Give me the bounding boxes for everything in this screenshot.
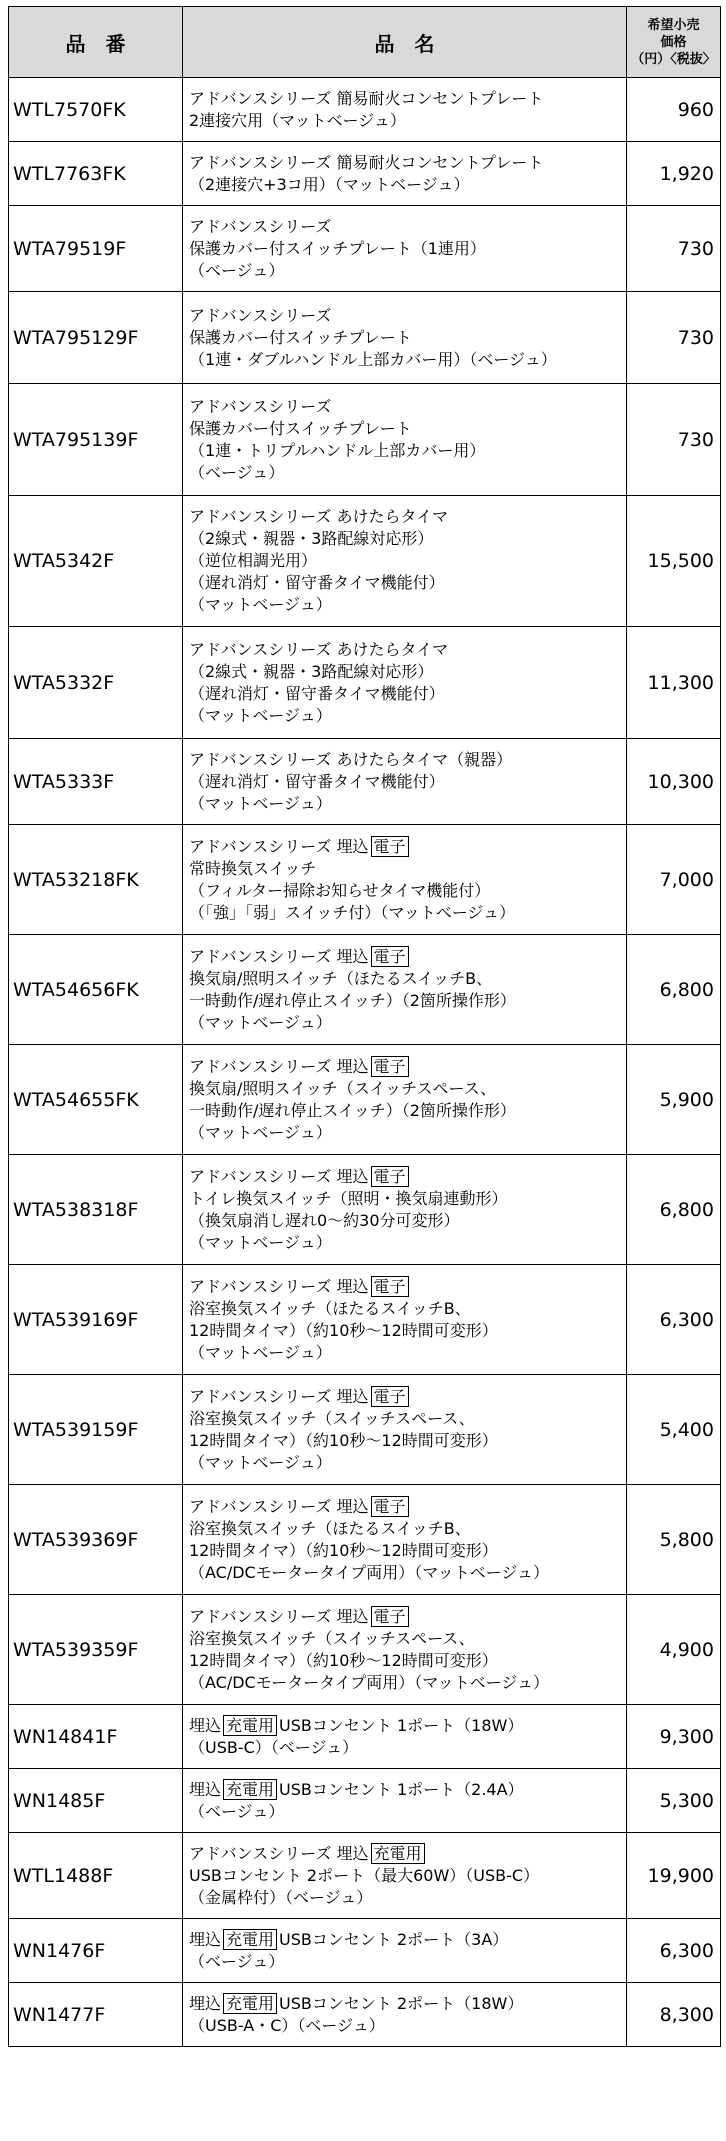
product-name-line (189, 946, 620, 968)
name-text: （遅れ消灯・留守番タイマ機能付） (189, 683, 445, 703)
product-name-line (189, 572, 620, 594)
name-text: 埋込 (189, 1779, 222, 1799)
product-price: 6,300 (627, 1919, 721, 1983)
name-text: トイレ換気スイッチ（照明・換気扇連動形） (189, 1188, 508, 1208)
table-row (9, 496, 721, 627)
product-price: 1,920 (627, 142, 721, 206)
product-price: 7,000 (627, 825, 721, 935)
name-text: （1連・トリプルハンドル上部カバー用） (189, 440, 486, 460)
product-name-line (189, 661, 620, 683)
product-name (183, 739, 627, 825)
product-price: 730 (627, 384, 721, 496)
product-name (183, 1595, 627, 1705)
name-text: 浴室換気スイッチ（スイッチスペース、 (189, 1408, 475, 1428)
name-text: アドバンスシリーズ 埋込 (189, 1843, 369, 1863)
product-code: WTA5333F (9, 739, 183, 825)
product-name-line (189, 440, 620, 462)
table-row (9, 1705, 721, 1769)
table-row (9, 739, 721, 825)
name-text: （ベージュ） (189, 462, 285, 482)
table-row (9, 206, 721, 292)
product-name-line (189, 968, 620, 990)
name-text: （マットベージュ） (189, 705, 332, 725)
product-price: 730 (627, 206, 721, 292)
table-row (9, 1595, 721, 1705)
category-badge: 充電用 (223, 1993, 277, 2014)
product-price: 5,400 (627, 1375, 721, 1485)
name-text: （2線式・親器・3路配線対応形） (189, 661, 434, 681)
name-text: （2連接穴+3コ用）（マットベージュ） (189, 174, 470, 194)
product-name-line (189, 1452, 620, 1474)
product-name-line (189, 1715, 620, 1737)
table-row (9, 292, 721, 384)
name-text: 埋込 (189, 1993, 222, 2013)
name-text: 埋込 (189, 1715, 222, 1735)
name-text: アドバンスシリーズ (189, 216, 332, 236)
product-name-line (189, 1276, 620, 1298)
product-name (183, 206, 627, 292)
name-text: アドバンスシリーズ 埋込 (189, 1276, 369, 1296)
product-name-line (189, 1210, 620, 1232)
header-name: 品 名 (183, 7, 627, 78)
product-name-line (189, 990, 620, 1012)
product-name-line (189, 639, 620, 661)
name-text: 保護カバー付スイッチプレート（1連用） (189, 238, 486, 258)
product-name-line (189, 1993, 620, 2015)
product-name (183, 1919, 627, 1983)
product-code: WTA53218FK (9, 825, 183, 935)
product-code: WTL7763FK (9, 142, 183, 206)
category-badge: 電子 (371, 1606, 409, 1627)
name-text: 埋込 (189, 1929, 222, 1949)
product-price: 5,300 (627, 1769, 721, 1833)
product-price: 5,800 (627, 1485, 721, 1595)
name-text: （2線式・親器・3路配線対応形） (189, 529, 434, 548)
category-badge: 電子 (371, 946, 409, 967)
product-name (183, 825, 627, 935)
product-name (183, 1485, 627, 1595)
product-price: 8,300 (627, 1983, 721, 2047)
name-text: 常時換気スイッチ (189, 858, 317, 878)
product-name-line (189, 305, 620, 327)
product-name-line (189, 462, 620, 484)
product-name-line (189, 1951, 620, 1973)
name-text: （逆位相調光用） (189, 551, 318, 570)
table-row (9, 1485, 721, 1595)
name-text: （USB-C）（ベージュ） (189, 1737, 359, 1757)
name-text: （フィルター掃除お知らせタイマ機能付） (189, 880, 491, 900)
product-name-line (189, 594, 620, 616)
name-text: 浴室換気スイッチ（ほたるスイッチB、 (189, 1518, 471, 1538)
table-row (9, 1833, 721, 1919)
product-name-line (189, 836, 620, 858)
product-name-line (189, 260, 620, 282)
product-price: 6,800 (627, 935, 721, 1045)
product-code: WTA795129F (9, 292, 183, 384)
product-name-line (189, 880, 620, 902)
product-name (183, 1769, 627, 1833)
product-code: WTA54656FK (9, 935, 183, 1045)
product-name-line (189, 1562, 620, 1584)
name-text: （マットベージュ） (189, 1452, 332, 1472)
product-name-line (189, 418, 620, 440)
product-name-line (189, 506, 620, 528)
product-name (183, 78, 627, 142)
product-price: 960 (627, 78, 721, 142)
table-row (9, 935, 721, 1045)
product-price: 730 (627, 292, 721, 384)
header-code: 品 番 (9, 7, 183, 78)
name-text-after-badge: USBコンセント 2ポート（18W） (279, 1993, 524, 2013)
name-text: アドバンスシリーズ あけたらタイマ（親器） (189, 749, 513, 769)
name-text: 保護カバー付スイッチプレート (189, 418, 412, 438)
product-name-line (189, 1386, 620, 1408)
product-price: 5,900 (627, 1045, 721, 1155)
product-name-line (189, 1737, 620, 1759)
category-badge: 充電用 (223, 1715, 277, 1736)
product-price-table (8, 6, 721, 2047)
product-name-line (189, 1929, 620, 1951)
product-name (183, 935, 627, 1045)
table-row (9, 1983, 721, 2047)
product-name-line (189, 1540, 620, 1562)
product-code: WN1485F (9, 1769, 183, 1833)
name-text: 一時動作/遅れ停止スイッチ）（2箇所操作形） (189, 1100, 516, 1120)
product-name (183, 142, 627, 206)
product-name (183, 384, 627, 496)
product-name-line (189, 683, 620, 705)
product-name-line (189, 327, 620, 349)
product-name (183, 1265, 627, 1375)
name-text: 12時間タイマ）（約10秒～12時間可変形） (189, 1320, 498, 1340)
product-name-line (189, 1672, 620, 1694)
category-badge: 電子 (371, 1386, 409, 1407)
product-name-line (189, 110, 620, 132)
table-row (9, 825, 721, 935)
product-name-line (189, 793, 620, 815)
product-code: WTA539369F (9, 1485, 183, 1595)
table-row (9, 627, 721, 739)
category-badge: 電子 (371, 1166, 409, 1187)
product-name-line (189, 1232, 620, 1254)
name-text: （「強」「弱」スイッチ付）（マットベージュ） (189, 902, 516, 922)
product-name (183, 1833, 627, 1919)
table-header (9, 7, 721, 78)
name-text: アドバンスシリーズ あけたらタイマ (189, 507, 449, 526)
table-row (9, 142, 721, 206)
product-name-line (189, 1801, 620, 1823)
name-text: アドバンスシリーズ 埋込 (189, 1496, 369, 1516)
product-name (183, 1983, 627, 2047)
product-price: 11,300 (627, 627, 721, 739)
name-text: 一時動作/遅れ停止スイッチ）（2箇所操作形） (189, 990, 516, 1010)
product-name-line (189, 1408, 620, 1430)
name-text-after-badge: USBコンセント 1ポート（18W） (279, 1715, 524, 1735)
category-badge: 充電用 (223, 1779, 277, 1800)
name-text: 保護カバー付スイッチプレート (189, 327, 412, 347)
table-body (9, 78, 721, 2047)
product-name-line (189, 216, 620, 238)
product-code: WTA5332F (9, 627, 183, 739)
product-name-line (189, 1430, 620, 1452)
product-price: 10,300 (627, 739, 721, 825)
product-name-line (189, 1606, 620, 1628)
product-code: WTA539169F (9, 1265, 183, 1375)
name-text: アドバンスシリーズ 埋込 (189, 1166, 369, 1186)
name-text: アドバンスシリーズ 埋込 (189, 1056, 369, 1076)
name-text: 換気扇/照明スイッチ（ほたるスイッチB、 (189, 968, 493, 988)
product-price: 6,800 (627, 1155, 721, 1265)
product-name-line (189, 1650, 620, 1672)
name-text: （遅れ消灯・留守番タイマ機能付） (189, 573, 445, 592)
product-name-line (189, 1342, 620, 1364)
name-text-after-badge: USBコンセント 1ポート（2.4A） (279, 1779, 524, 1799)
product-name-line (189, 1122, 620, 1144)
name-text: 換気扇/照明スイッチ（スイッチスペース、 (189, 1078, 497, 1098)
category-badge: 電子 (371, 1276, 409, 1297)
product-name (183, 1705, 627, 1769)
name-text: アドバンスシリーズ 埋込 (189, 1606, 369, 1626)
product-name (183, 496, 627, 627)
category-badge: 充電用 (371, 1843, 425, 1864)
table-row (9, 1375, 721, 1485)
product-price: 19,900 (627, 1833, 721, 1919)
product-name-line (189, 1518, 620, 1540)
name-text: （遅れ消灯・留守番タイマ機能付） (189, 771, 445, 791)
product-name-line (189, 174, 620, 196)
name-text: （マットベージュ） (189, 1342, 332, 1362)
name-text: アドバンスシリーズ 埋込 (189, 1386, 369, 1406)
product-name-line (189, 550, 620, 572)
product-name-line (189, 705, 620, 727)
table-row (9, 1919, 721, 1983)
header-price-line: （円）〈税抜〉 (631, 51, 716, 67)
product-name (183, 1045, 627, 1155)
header-row (9, 7, 721, 78)
product-name-line (189, 1188, 620, 1210)
product-code: WTA79519F (9, 206, 183, 292)
name-text: （USB-A・C）（ベージュ） (189, 2015, 385, 2035)
name-text: USBコンセント 2ポート（最大60W）（USB-C） (189, 1865, 540, 1885)
product-code: WTA54655FK (9, 1045, 183, 1155)
header-price-line: 希望小売 (647, 17, 700, 33)
product-name-line (189, 902, 620, 924)
product-code: WTL1488F (9, 1833, 183, 1919)
product-code: WTA539159F (9, 1375, 183, 1485)
category-badge: 充電用 (223, 1929, 277, 1950)
name-text: （マットベージュ） (189, 1012, 332, 1032)
product-code: WTA5342F (9, 496, 183, 627)
table-row (9, 1769, 721, 1833)
product-price: 15,500 (627, 496, 721, 627)
product-name (183, 627, 627, 739)
category-badge: 電子 (371, 836, 409, 857)
product-name (183, 1375, 627, 1485)
name-text: アドバンスシリーズ 埋込 (189, 836, 369, 856)
header-price-line: 価格 (660, 34, 687, 50)
name-text: （ベージュ） (189, 1951, 285, 1971)
product-name-line (189, 1100, 620, 1122)
name-text: （AC/DCモータータイプ両用）（マットベージュ） (189, 1672, 549, 1692)
header-price (627, 7, 721, 78)
product-name-line (189, 1056, 620, 1078)
name-text: アドバンスシリーズ 埋込 (189, 946, 369, 966)
product-name-line (189, 1887, 620, 1909)
name-text: アドバンスシリーズ (189, 305, 332, 325)
name-text: 浴室換気スイッチ（ほたるスイッチB、 (189, 1298, 471, 1318)
name-text: アドバンスシリーズ あけたらタイマ (189, 639, 449, 659)
table-row (9, 384, 721, 496)
name-text: アドバンスシリーズ 簡易耐火コンセントプレート (189, 88, 544, 108)
table-row (9, 1045, 721, 1155)
name-text: （マットベージュ） (189, 793, 332, 813)
name-text: アドバンスシリーズ 簡易耐火コンセントプレート (189, 152, 544, 172)
category-badge: 電子 (371, 1056, 409, 1077)
product-name-line (189, 1628, 620, 1650)
name-text: （マットベージュ） (189, 1232, 332, 1252)
product-name-line (189, 1320, 620, 1342)
product-name-line (189, 771, 620, 793)
product-name-line (189, 749, 620, 771)
product-code: WN1476F (9, 1919, 183, 1983)
table-row (9, 1155, 721, 1265)
product-name-line (189, 1779, 620, 1801)
table-row (9, 1265, 721, 1375)
product-code: WN14841F (9, 1705, 183, 1769)
name-text: アドバンスシリーズ (189, 396, 332, 416)
product-code: WTA538318F (9, 1155, 183, 1265)
name-text: 12時間タイマ）（約10秒～12時間可変形） (189, 1650, 498, 1670)
name-text: 12時間タイマ）（約10秒～12時間可変形） (189, 1430, 498, 1450)
product-code: WTA795139F (9, 384, 183, 496)
product-code: WTL7570FK (9, 78, 183, 142)
name-text: （金属枠付）（ベージュ） (189, 1887, 373, 1907)
product-name-line (189, 2015, 620, 2037)
product-price: 6,300 (627, 1265, 721, 1375)
name-text-after-badge: USBコンセント 2ポート（3A） (279, 1929, 509, 1949)
product-name-line (189, 152, 620, 174)
name-text: 2連接穴用（マットベージュ） (189, 110, 406, 130)
name-text: （ベージュ） (189, 260, 285, 280)
product-name-line (189, 1298, 620, 1320)
category-badge: 電子 (371, 1496, 409, 1517)
name-text: （換気扇消し遅れ0～約30分可変形） (189, 1210, 460, 1230)
product-name-line (189, 396, 620, 418)
name-text: （マットベージュ） (189, 1122, 332, 1142)
product-name-line (189, 1078, 620, 1100)
name-text: 浴室換気スイッチ（スイッチスペース、 (189, 1628, 475, 1648)
product-name-line (189, 1012, 620, 1034)
product-name-line (189, 1496, 620, 1518)
product-name-line (189, 528, 620, 550)
product-name-line (189, 88, 620, 110)
name-text: 12時間タイマ）（約10秒～12時間可変形） (189, 1540, 498, 1560)
product-name (183, 1155, 627, 1265)
product-name (183, 292, 627, 384)
product-name-line (189, 1166, 620, 1188)
product-price: 4,900 (627, 1595, 721, 1705)
name-text: （マットベージュ） (189, 595, 332, 614)
product-name-line (189, 1843, 620, 1865)
product-code: WN1477F (9, 1983, 183, 2047)
product-code: WTA539359F (9, 1595, 183, 1705)
product-price: 9,300 (627, 1705, 721, 1769)
table-row (9, 78, 721, 142)
product-name-line (189, 238, 620, 260)
product-name-line (189, 1865, 620, 1887)
name-text: （AC/DCモータータイプ両用）（マットベージュ） (189, 1562, 549, 1582)
product-name-line (189, 349, 620, 371)
product-name-line (189, 858, 620, 880)
name-text: （ベージュ） (189, 1801, 285, 1821)
name-text: （1連・ダブルハンドル上部カバー用）（ベージュ） (189, 349, 557, 369)
